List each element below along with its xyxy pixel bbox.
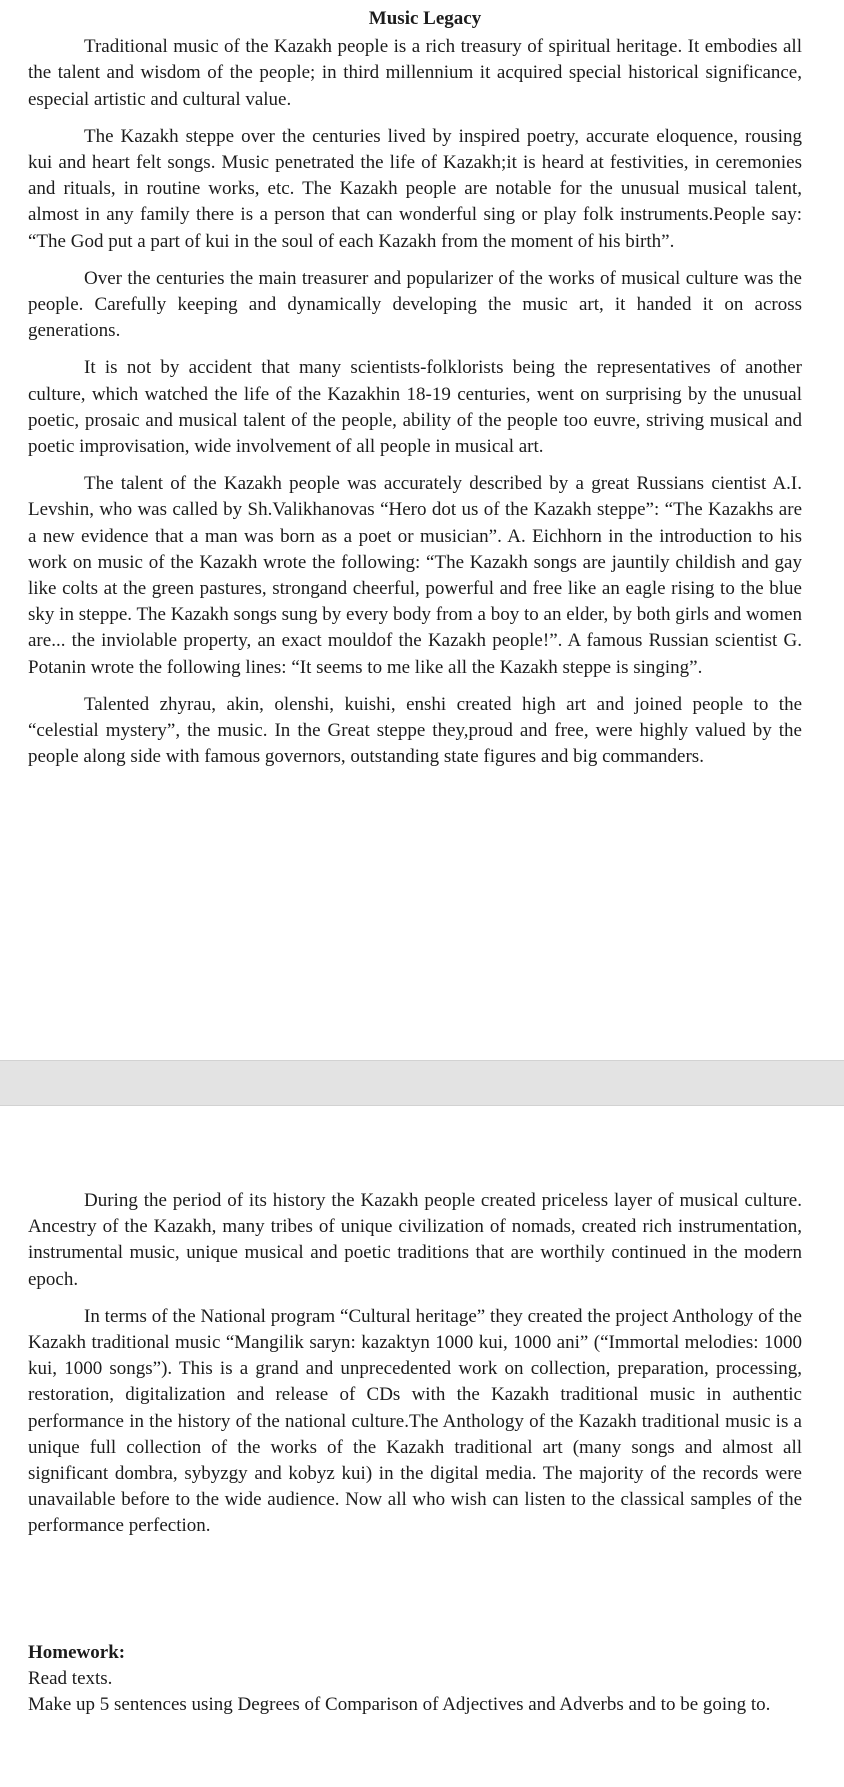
page-separator <box>0 1060 844 1106</box>
homework-line-2: Make up 5 sentences using Degrees of Comparison of Adjectives and Adverbs and to be going to. <box>28 1694 771 1716</box>
paragraph-4: It is not by accident that many scientists-folklorists being the representatives of another culture, which watched the life of the Kazakhin 18-19 centuries, went on surprising by the unusual poetic, prosaic and musical talent of the people, ability of the people too euvre, striving musical and poetic improvisation, wide involvement of all people in musical art. <box>28 357 802 458</box>
document-title: Music Legacy <box>368 8 482 29</box>
paragraph-1: Traditional music of the Kazakh people is a rich treasury of spiritual heritage. It embodies all the talent and wisdom of the people; in third millennium it acquired special historical significance, especial artistic and cultural value. <box>28 36 802 110</box>
paragraph-3: Over the centuries the main treasurer and popularizer of the works of musical culture was the people. Carefully keeping and dynamically developing the music art, it handed it on across generations. <box>28 267 802 342</box>
paragraph-7: During the period of its history the Kazakh people created priceless layer of musical culture. Ancestry of the Kazakh, many tribes of unique civilization of nomads, created rich instrumentation, instrumental music, unique musical and poetic traditions that are worthily continued in the modern epoch. <box>28 1190 802 1290</box>
paragraph-2: The Kazakh steppe over the centuries lived by inspired poetry, accurate eloquence, rousing kui and heart felt songs. Music penetrated the life of Kazakh;it is heard at festivities, in ceremonies and rituals, in routine works, etc. The Kazakh people are notable for the unusual musical talent, almost in any family there is a person that can wonderful sing or play folk instruments.People say: “The God put a part of kui in the soul of each Kazakh from the moment of his birth”. <box>28 125 802 252</box>
homework-section <box>28 1640 802 1719</box>
paragraph-5: The talent of the Kazakh people was accurately described by a great Russians cientist A.I. Levshin, who was called by Sh.Valikhanovas “Hero dot us of the Kazakh steppe”: “The Kazakhs are a new evidence that a man was born as a poet or musician”. A. Eichhorn in the introduction to his work on music of the Kazakh wrote the following: “The Kazakh songs are jauntily childish and gay like colts at the green pastures, strongand cheerful, powerful and free like an eagle rising to the blue sky in steppe. The Kazakh songs sung by every body from a boy to an elder, by both girls and women are... the inviolable property, an exact mouldof the Kazakh people!”. A famous Russian scientist G. Potanin wrote the following lines: “It seems to me like all the Kazakh steppe is singing”. <box>28 473 802 678</box>
document-page-2 <box>28 1188 802 1551</box>
homework-title: Homework: <box>28 1642 126 1663</box>
document-page-1 <box>28 6 802 781</box>
paragraph-8: In terms of the National program “Cultural heritage” they created the project Anthology of the Kazakh traditional music “Mangilik saryn: kazaktyn 1000 kui, 1000 ani” (“Immortal melodies: 1000 kui, 1000 songs”). This is a grand and unprecedented work on collection, preparation, processing, restoration, digitalization and release of CDs with the Kazakh traditional music in authentic performance in the history of the national culture.The Anthology of the Kazakh traditional music is a unique full collection of the works of the Kazakh traditional art (many songs and almost all significant dombra, sybyzgy and kobyz kui) in the digital media. The majority of the records were unavailable before to the wide audience. Now all who wish can listen to the classical samples of the performance perfection. <box>28 1305 802 1537</box>
homework-line-1: Read texts. <box>28 1668 113 1690</box>
paragraph-6: Talented zhyrau, akin, olenshi, kuishi, enshi created high art and joined people to the “celestial mystery”, the music. In the Great steppe they,proud and free, were highly valued by the people along side with famous governors, outstanding state figures and big commanders. <box>28 693 802 768</box>
